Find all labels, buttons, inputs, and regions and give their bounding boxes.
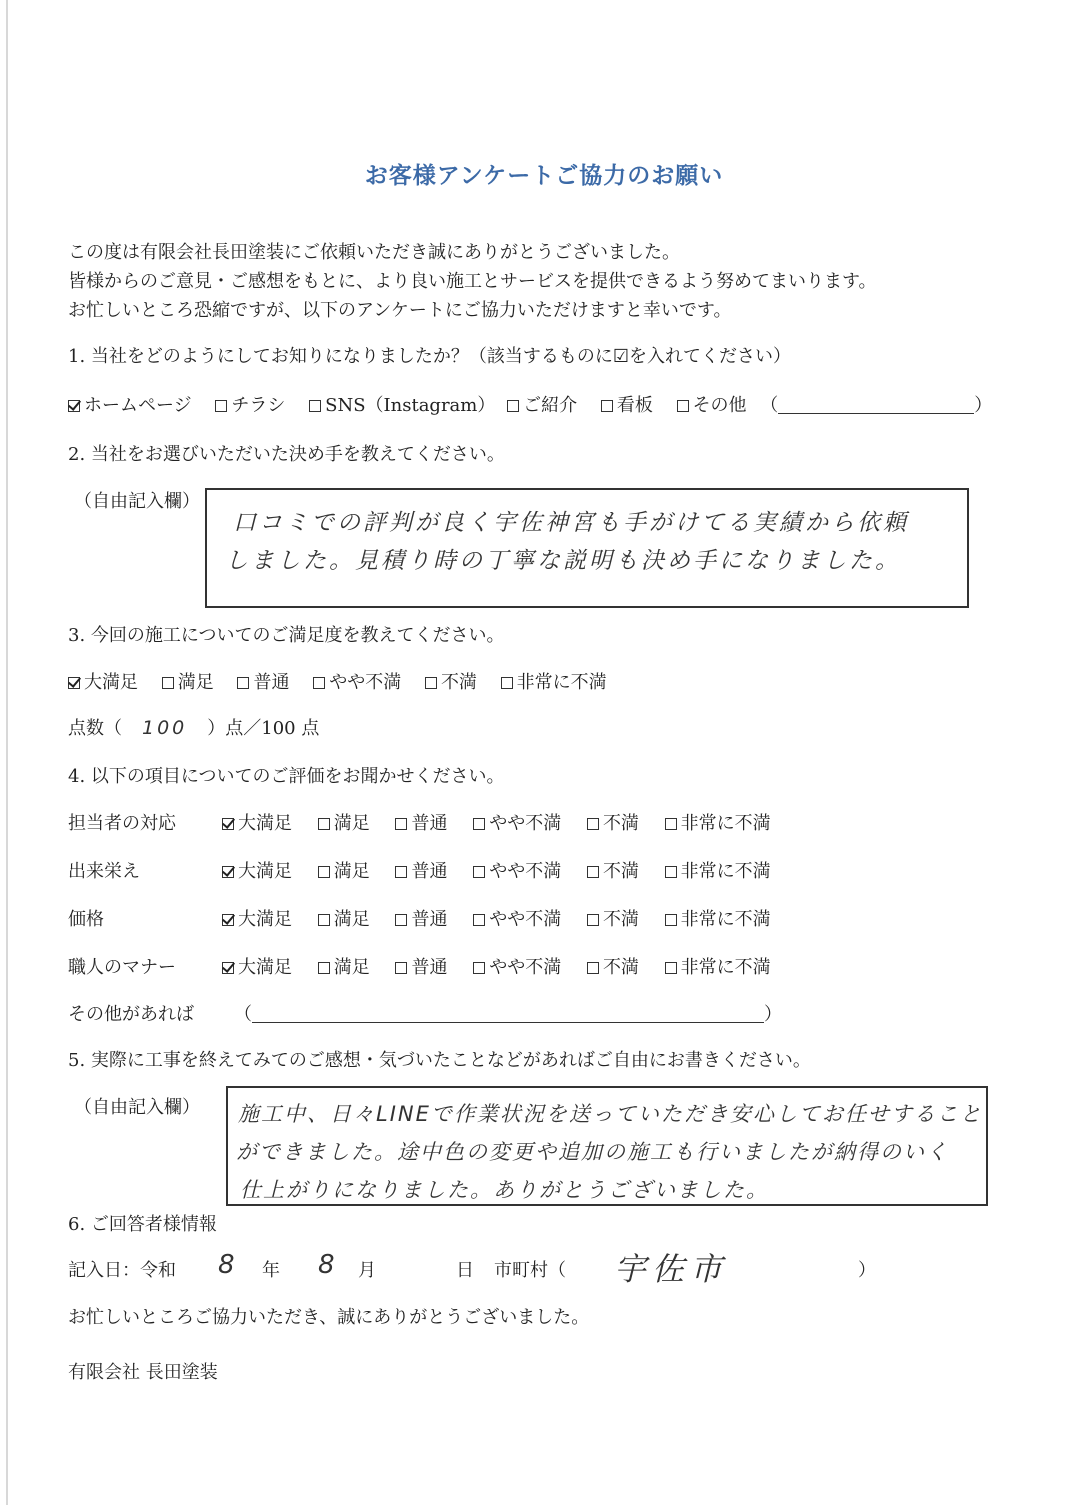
q1-option-signboard[interactable]: 看板 (601, 391, 653, 417)
q2-answer-line-1: 口コミでの評判が良く宇佐神宮も手がけてる実績から依頼 (233, 510, 909, 536)
checkbox-icon[interactable] (601, 400, 613, 412)
checkbox-icon[interactable] (309, 400, 321, 412)
q5-answer-line-2: ができました。途中色の変更や追加の施工も行いましたが納得のいく (236, 1140, 949, 1164)
q4-other-blank[interactable] (252, 1022, 764, 1023)
q6-city-label: 市町村（ (494, 1260, 566, 1281)
q4-row-label: 職人のマナー (68, 957, 176, 978)
q4-option-very-dissatisfied[interactable]: 非常に不満 (665, 953, 771, 979)
checkbox-icon[interactable] (237, 677, 249, 689)
q4-option-normal[interactable]: 普通 (395, 857, 447, 883)
q3-option-normal[interactable]: 普通 (237, 668, 289, 694)
q5-answer-line-1: 施工中、日々LINEで作業状況を送っていただき安心してお任せすること (238, 1102, 983, 1126)
q1-option-other[interactable]: その他 (677, 391, 747, 417)
q6-year-unit: 年 (262, 1260, 280, 1281)
checkbox-icon[interactable] (677, 400, 689, 412)
checkbox-icon[interactable] (162, 677, 174, 689)
q3-score-suffix: ）点／100 点 (207, 718, 320, 739)
checkbox-checked-icon[interactable] (222, 962, 234, 974)
checkbox-checked-icon[interactable] (222, 866, 234, 878)
q4-option-satisfied[interactable]: 満足 (318, 809, 370, 835)
q3-score-row (68, 714, 319, 740)
checkbox-icon[interactable] (587, 866, 599, 878)
page-title: お客様アンケートご協力のお願い (364, 163, 724, 189)
checkbox-icon[interactable] (665, 914, 677, 926)
q4-row-options (222, 809, 771, 835)
checkbox-icon[interactable] (473, 866, 485, 878)
checkbox-icon[interactable] (215, 400, 227, 412)
q6-year-value[interactable]: 8 (218, 1250, 238, 1280)
checkbox-checked-icon[interactable] (68, 677, 80, 689)
checkbox-icon[interactable] (587, 962, 599, 974)
q6-month-value[interactable]: 8 (318, 1250, 338, 1280)
q4-other-close: ） (764, 1004, 782, 1025)
q3-option-slightly-dissatisfied[interactable]: やや不満 (313, 668, 401, 694)
checkbox-icon[interactable] (507, 400, 519, 412)
q4-option-slightly-dissatisfied[interactable]: やや不満 (473, 953, 561, 979)
q5-free-label: （自由記入欄） (74, 1097, 200, 1118)
checkbox-icon[interactable] (313, 677, 325, 689)
q4-option-normal[interactable]: 普通 (395, 953, 447, 979)
q2-question: 2. 当社をお選びいただいた決め手を教えてください。 (68, 444, 505, 465)
checkbox-icon[interactable] (395, 914, 407, 926)
q4-row-label: 出来栄え (68, 861, 140, 882)
closing-message: お忙しいところご協力いただき、誠にありがとうございました。 (68, 1307, 590, 1328)
checkbox-icon[interactable] (587, 818, 599, 830)
checkbox-icon[interactable] (425, 677, 437, 689)
q5-answer-box[interactable] (226, 1086, 988, 1206)
q4-row-options (222, 857, 771, 883)
q4-other-field[interactable] (234, 1000, 782, 1026)
checkbox-icon[interactable] (318, 914, 330, 926)
checkbox-icon[interactable] (395, 818, 407, 830)
q4-option-slightly-dissatisfied[interactable]: やや不満 (473, 857, 561, 883)
q4-option-very-satisfied[interactable]: 大満足 (222, 857, 292, 883)
q6-city-value[interactable]: 宇佐市 (614, 1250, 729, 1288)
q4-option-slightly-dissatisfied[interactable]: やや不満 (473, 809, 561, 835)
q3-option-very-satisfied[interactable]: 大満足 (68, 668, 138, 694)
checkbox-icon[interactable] (395, 962, 407, 974)
checkbox-icon[interactable] (473, 818, 485, 830)
checkbox-icon[interactable] (665, 866, 677, 878)
q4-option-normal[interactable]: 普通 (395, 905, 447, 931)
q3-options (68, 668, 625, 694)
checkbox-icon[interactable] (587, 914, 599, 926)
checkbox-icon[interactable] (665, 818, 677, 830)
checkbox-icon[interactable] (665, 962, 677, 974)
q1-other-open: （ (760, 395, 779, 416)
q3-score-value[interactable]: 100 (142, 717, 188, 739)
checkbox-icon[interactable] (318, 818, 330, 830)
q3-option-very-dissatisfied[interactable]: 非常に不満 (501, 668, 607, 694)
q2-free-label: （自由記入欄） (74, 491, 200, 512)
q4-other-label: その他があれば (68, 1004, 194, 1025)
q1-option-referral[interactable]: ご紹介 (507, 391, 577, 417)
q4-option-dissatisfied[interactable]: 不満 (587, 953, 639, 979)
q4-option-very-satisfied[interactable]: 大満足 (222, 809, 292, 835)
q4-option-very-dissatisfied[interactable]: 非常に不満 (665, 809, 771, 835)
q1-other-close: ） (974, 395, 993, 416)
q6-date-label: 記入日：令和 (68, 1260, 176, 1281)
q1-option-sns[interactable]: SNS（Instagram） (309, 391, 495, 417)
q3-score-prefix: 点数（ (68, 718, 122, 739)
q4-row-options (222, 953, 771, 979)
q2-answer-line-2: しました。見積り時の丁寧な説明も決め手になりました。 (225, 548, 901, 574)
q4-option-satisfied[interactable]: 満足 (318, 905, 370, 931)
q1-options (68, 391, 992, 417)
checkbox-icon[interactable] (473, 914, 485, 926)
q6-question: 6. ご回答者様情報 (68, 1214, 217, 1235)
q4-option-dissatisfied[interactable]: 不満 (587, 905, 639, 931)
q5-question: 5. 実際に工事を終えてみてのご感想・気づいたことなどがあればご自由にお書きください。 (68, 1050, 811, 1071)
checkbox-checked-icon[interactable] (222, 818, 234, 830)
checkbox-icon[interactable] (318, 962, 330, 974)
q1-other-blank[interactable] (778, 413, 974, 414)
q4-option-normal[interactable]: 普通 (395, 809, 447, 835)
q4-option-very-dissatisfied[interactable]: 非常に不満 (665, 905, 771, 931)
q4-option-very-satisfied[interactable]: 大満足 (222, 953, 292, 979)
q4-other-open: （ (234, 1004, 252, 1025)
q1-option-flyer[interactable]: チラシ (215, 391, 285, 417)
intro-line-3: お忙しいところ恐縮ですが、以下のアンケートにご協力いただけますと幸いです。 (68, 300, 732, 321)
intro-line-2: 皆様からのご意見・ご感想をもとに、より良い施工とサービスを提供できるよう努めてまいります。 (68, 271, 877, 292)
q6-month-unit: 月 (358, 1260, 376, 1281)
q3-option-satisfied[interactable]: 満足 (162, 668, 214, 694)
q4-option-slightly-dissatisfied[interactable]: やや不満 (473, 905, 561, 931)
q5-answer-line-3: 仕上がりになりました。ありがとうございました。 (240, 1178, 769, 1202)
checkbox-icon[interactable] (395, 866, 407, 878)
intro-line-1: この度は有限会社長田塗装にご依頼いただき誠にありがとうございました。 (68, 242, 680, 263)
q4-option-very-satisfied[interactable]: 大満足 (222, 905, 292, 931)
checkbox-icon[interactable] (501, 677, 513, 689)
q4-option-dissatisfied[interactable]: 不満 (587, 857, 639, 883)
q4-row-options (222, 905, 771, 931)
q6-day-unit: 日 (456, 1260, 474, 1281)
q1-question: 1. 当社をどのようにしてお知りになりましたか？（該当するものに☑を入れてください） (68, 346, 792, 367)
page-edge (6, 0, 8, 1505)
q3-question: 3. 今回の施工についてのご満足度を教えてください。 (68, 625, 505, 646)
company-name: 有限会社 長田塗装 (68, 1362, 218, 1383)
q3-option-dissatisfied[interactable]: 不満 (425, 668, 477, 694)
q4-row-label: 価格 (68, 909, 104, 930)
checkbox-icon[interactable] (318, 866, 330, 878)
checkbox-icon[interactable] (473, 962, 485, 974)
q4-option-very-dissatisfied[interactable]: 非常に不満 (665, 857, 771, 883)
q2-answer-box[interactable] (205, 488, 969, 608)
q4-question: 4. 以下の項目についてのご評価をお聞かせください。 (68, 766, 505, 787)
q6-city-close: ） (858, 1260, 876, 1281)
q1-option-homepage[interactable]: ホームページ (68, 391, 192, 417)
q4-option-satisfied[interactable]: 満足 (318, 857, 370, 883)
q4-option-dissatisfied[interactable]: 不満 (587, 809, 639, 835)
checkbox-checked-icon[interactable] (222, 914, 234, 926)
q4-row-label: 担当者の対応 (68, 813, 176, 834)
checkbox-checked-icon[interactable] (68, 400, 80, 412)
q4-option-satisfied[interactable]: 満足 (318, 953, 370, 979)
